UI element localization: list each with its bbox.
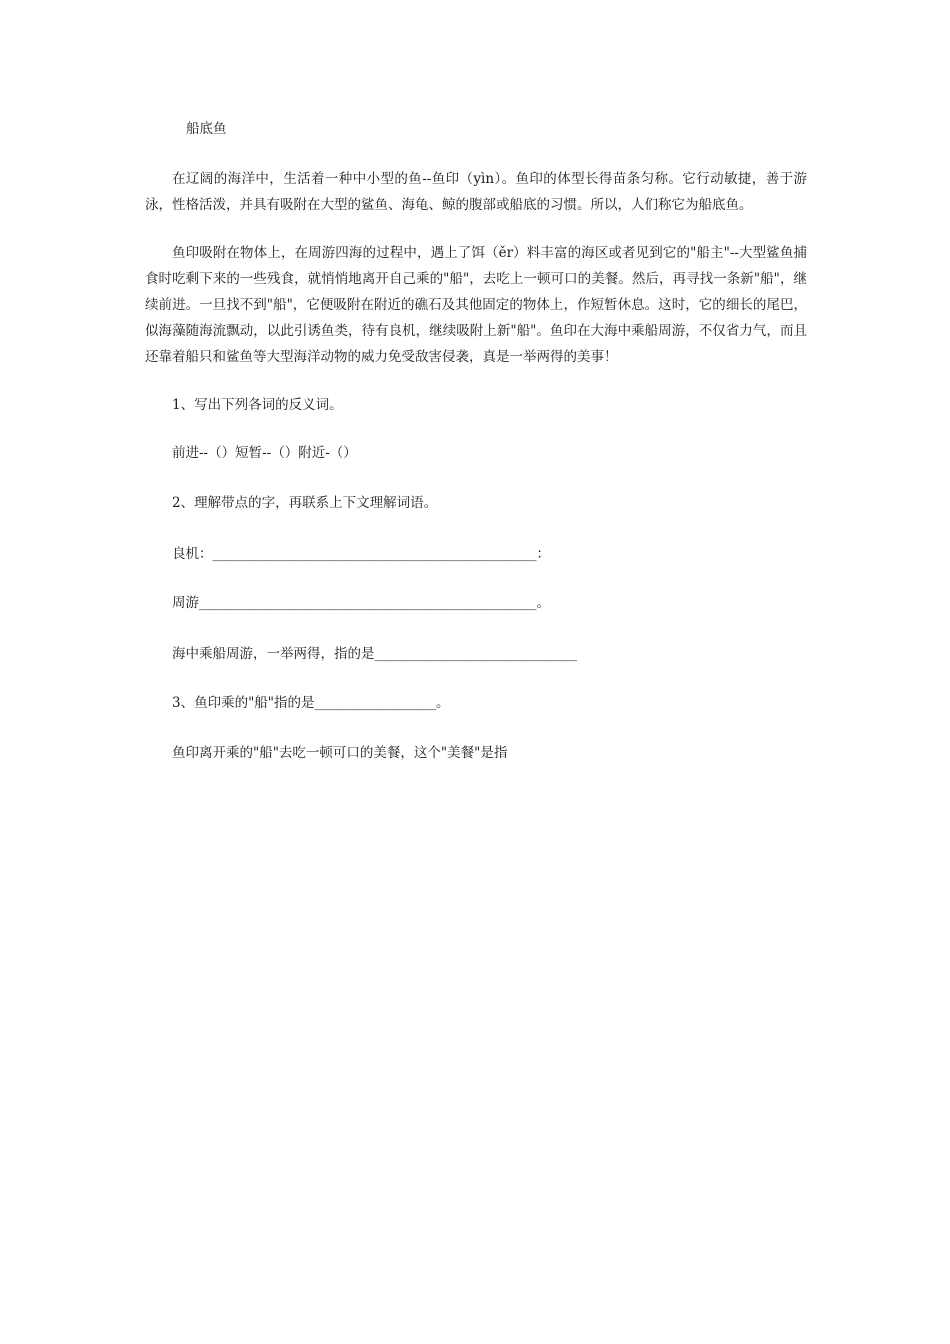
question-3-meican: 鱼印离开乘的"船"去吃一顿可口的美餐，这个"美餐"是指 xyxy=(172,745,508,761)
paragraph-2: 鱼印吸附在物体上，在周游四海的过程中，遇上了饵（ěr）料丰富的海区或者见到它的"船主"--大型鲨鱼捕食时吃剩下来的一些残食，就悄悄地离开自己乘的"船"，去吃上一顿可口的美餐。然后，再寻找一条新"船"，继续前进。一旦找不到"船"，它便吸附在附近的礁石及其他固定的物体上，作短暂休息。这时，它的细长的尾巴，似海藻随海流飘动，以此引诱鱼类，待有良机，继续吸附上新"船"。鱼印在大海中乘船周游，不仅省力气，而且还靠着船只和鲨鱼等大型海洋动物的威力免受敌害侵袭，真是一举两得的美事！ xyxy=(145,245,807,365)
question-1: 1、写出下列各词的反义词。 xyxy=(172,397,343,413)
question-2-liangji: 良机：________________________________________________： xyxy=(172,546,550,562)
document-title: 船底鱼 xyxy=(186,121,227,137)
question-2-yijuliangde: 海中乘船周游，一举两得，指的是______________________________ xyxy=(172,646,577,662)
question-2-zhouyou: 周游__________________________________________________。 xyxy=(172,595,550,611)
question-1-antonyms: 前进--（）短暂--（）附近-（） xyxy=(172,445,357,461)
question-3: 3、鱼印乘的"船"指的是__________________。 xyxy=(172,695,450,711)
paragraph-1: 在辽阔的海洋中，生活着一种中小型的鱼--鱼印（yìn）。鱼印的体型长得苗条匀称。它行动敏捷，善于游泳，性格活泼，并具有吸附在大型的鲨鱼、海龟、鲸的腹部或船底的习惯。所以，人们称它为船底鱼。 xyxy=(145,171,807,213)
question-2: 2、理解带点的字，再联系上下文理解词语。 xyxy=(172,495,438,511)
